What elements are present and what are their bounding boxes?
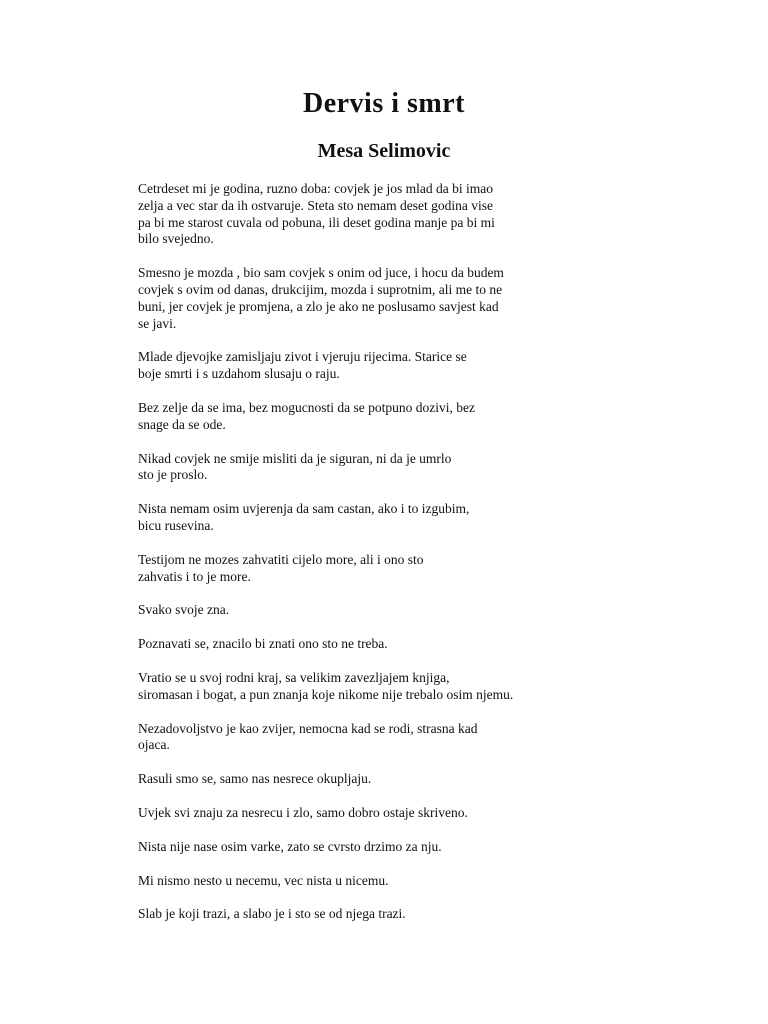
paragraph: Rasuli smo se, samo nas nesrece okupljaju. (138, 771, 372, 787)
paragraph: Poznavati se, znacilo bi znati ono sto ne treba. (138, 636, 388, 652)
paragraph: Svako svoje zna. (138, 602, 230, 618)
paragraph: Mlade djevojke zamisljaju zivot i vjeruju rijecima. Starice se boje smrti i s uzdahom slusaju o raju. (138, 349, 467, 382)
paragraph: Cetrdeset mi je godina, ruzno doba: covjek je jos mlad da bi imao zelja a vec star da ih ostvaruje. Steta sto nemam deset godina vise pa bi me starost cuvala od pobuna, ili deset godina manje pa bi mi bilo svejedno. (138, 181, 495, 247)
paragraph: Nezadovoljstvo je kao zvijer, nemocna kad se rodi, strasna kad ojaca. (138, 720, 478, 753)
paragraph: Bez zelje da se ima, bez mogucnosti da se potpuno dozivi, bez snage da se ode. (138, 399, 476, 432)
paragraph: Mi nismo nesto u necemu, vec nista u nicemu. (138, 872, 389, 888)
paragraph: Uvjek svi znaju za nesrecu i zlo, samo dobro ostaje skriveno. (138, 804, 468, 820)
paragraph: Testijom ne mozes zahvatiti cijelo more, ali i ono sto zahvatis i to je more. (138, 551, 424, 584)
paragraph: Smesno je mozda , bio sam covjek s onim od juce, i hocu da budem covjek s ovim od danas, drukcijim, mozda i suprotnim, ali me to ne buni, jer covjek je promjena, a zlo je ako ne poslusamo savjest kad se javi. (138, 265, 504, 331)
paragraph: Nista nemam osim uvjerenja da sam castan, ako i to izgubim, bicu rusevina. (138, 501, 470, 533)
quote-list (138, 181, 608, 940)
paragraph: Nikad covjek ne smije misliti da je siguran, ni da je umrlo sto je proslo. (138, 450, 452, 483)
paragraph: Slab je koji trazi, a slabo je i sto se od njega trazi. (138, 906, 406, 922)
paragraph: Vratio se u svoj rodni kraj, sa velikim zavezljajem knjiga, siromasan i bogat, a pun znanja koje nikome nije trebalo osim njemu. (138, 669, 514, 702)
paragraph: Nista nije nase osim varke, zato se cvrsto drzimo za nju. (138, 838, 442, 854)
author-name: Mesa Selimovic (317, 140, 451, 162)
page-title: Dervis i smrt (302, 88, 465, 119)
